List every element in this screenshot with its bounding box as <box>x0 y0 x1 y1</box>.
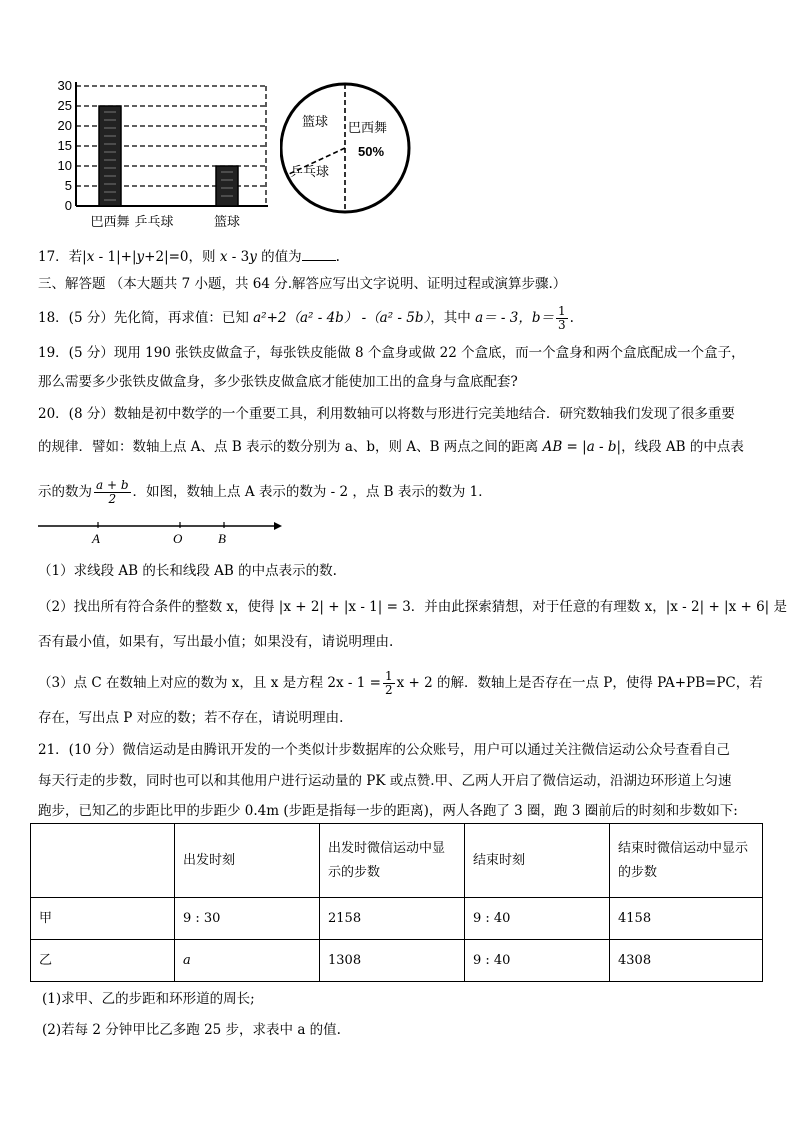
table-cell: 4158 <box>610 898 763 940</box>
step-count-table <box>30 823 763 982</box>
y-tick-label: 25 <box>57 98 72 113</box>
pie-chart <box>280 80 420 220</box>
answer-blank <box>302 248 336 261</box>
question-20-sub2-line1: （2）找出所有符合条件的整数 x，使得 |x + 2| + |x - 1| = 3．并由此探索猜想，对于任意的有理数 x，|x - 2| + |x + 6| 是 <box>38 599 788 615</box>
table-cell: 9 : 40 <box>465 940 610 982</box>
question-21-line3: 跑步，已知乙的步距比甲的步距少 0.4m (步距是指每一步的距离)，两人各跑了 3 圈，跑 3 圈前后的时刻和步数如下: <box>38 803 738 819</box>
table-header-cell: 出发时微信运动中显示的步数 <box>320 824 465 898</box>
y-tick-label: 15 <box>57 138 72 153</box>
table-cell: 9 : 40 <box>465 898 610 940</box>
question-21-sub1: (1)求甲、乙的步距和环形道的周长; <box>42 991 255 1007</box>
table-cell: 1308 <box>320 940 465 982</box>
y-tick-label: 0 <box>64 198 72 213</box>
table-header-cell: 出发时刻 <box>175 824 320 898</box>
y-tick-label: 10 <box>57 158 72 173</box>
axis-label-o: O <box>173 531 183 546</box>
question-20-line1: 20．(8 分）数轴是初中数学的一个重要工具，利用数轴可以将数与形进行完美地结合．研究数轴我们发现了很多重要 <box>38 406 735 422</box>
axis-label-b: B <box>218 531 226 546</box>
pie-label-percent: 50% <box>358 144 385 159</box>
x-tick-label: 巴西舞 <box>90 214 130 229</box>
table-cell: 甲 <box>31 898 175 940</box>
axis-label-a: A <box>92 531 100 546</box>
pie-label-basketball: 篮球 <box>302 114 329 129</box>
question-20-sub3-line2: 存在，写出点 P 对应的数；若不存在，请说明理由. <box>38 710 344 726</box>
question-18: 18．(5 分）先化简，再求值：已知 a²+2（a² - 4b） -（a² - 5b），其中 a＝ - 3，b＝ $\frac{1}{3}$ . <box>38 304 574 332</box>
y-tick-label: 5 <box>64 178 72 193</box>
question-19-line2: 那么需要多少张铁皮做盒身，多少张铁皮做盒底才能使加工出的盒身与盒底配套? <box>38 374 518 390</box>
pie-label-samba: 巴西舞 <box>348 120 388 135</box>
question-20-sub2-line2: 否有最小值，如果有，写出最小值；如果没有，请说明理由. <box>38 634 394 650</box>
question-20-sub3-line1: （3）点 C 在数轴上对应的数为 x，且 x 是方程 2x - 1 = $\frac{1}{2}$ x + 2 的解．数轴上是否存在一点 P，使得 PA+PB=PC，若 <box>38 669 763 697</box>
question-21-sub2: (2)若每 2 分钟甲比乙多跑 25 步，求表中 a 的值. <box>42 1022 341 1038</box>
x-tick-label: 乒乓球 <box>134 214 174 229</box>
fraction-one-half: $\frac{1}{2}$ <box>384 669 393 697</box>
y-tick-label: 20 <box>57 118 72 133</box>
table-row <box>31 898 763 940</box>
question-20-line3: 示的数为 $\frac{a + b}{2}$ ．如图，数轴上点 A 表示的数为 - 2 ，点 B 表示的数为 1． <box>38 478 492 506</box>
question-20-line2: 的规律．譬如：数轴上点 A、点 B 表示的数分别为 a、b，则 A、B 两点之间的距离 AB = |a - b|，线段 AB 的中点表 <box>38 439 744 455</box>
table-cell: 4308 <box>610 940 763 982</box>
y-tick-label: 30 <box>57 78 72 93</box>
question-19-line1: 19．(5 分）现用 190 张铁皮做盒子，每张铁皮能做 8 个盒身或做 22 个盒底，而一个盒身和两个盒底配成一个盒子， <box>38 345 745 361</box>
section-3-heading: 三、解答题 （本大题共 7 小题，共 64 分.解答应写出文字说明、证明过程或演算步骤.） <box>38 276 567 292</box>
fraction-midpoint: $\frac{a + b}{2}$ <box>96 478 129 506</box>
question-21-line2: 每天行走的步数，同时也可以和其他用户进行运动量的 PK 或点赞.甲、乙两人开启了微信运动，沿湖边环形道上匀速 <box>38 773 732 789</box>
table-cell: 乙 <box>31 940 175 982</box>
table-cell: 9 : 30 <box>175 898 320 940</box>
x-tick-label: 篮球 <box>213 214 241 229</box>
bar-chart <box>40 76 270 236</box>
pie-label-pingpong: 乒乓球 <box>290 164 330 179</box>
table-header-cell <box>31 824 175 898</box>
table-header-cell: 结束时刻 <box>465 824 610 898</box>
number-line <box>36 518 286 548</box>
question-20-sub1: （1）求线段 AB 的长和线段 AB 的中点表示的数. <box>38 563 337 579</box>
q17-number: 17． <box>38 249 69 265</box>
table-row <box>31 940 763 982</box>
table-header-cell: 结束时微信运动中显示的步数 <box>610 824 763 898</box>
fraction-one-third: $\frac{1}{3}$ <box>558 304 566 332</box>
bar-0 <box>99 106 121 206</box>
question-17: 17．若|x - 1|+|y+2|=0，则 x - 3y 的值为 . <box>38 249 340 265</box>
table-cell: a <box>175 940 320 982</box>
table-header-row <box>31 824 763 898</box>
number-line-arrow-icon <box>274 522 282 530</box>
table-cell: 2158 <box>320 898 465 940</box>
question-21-line1: 21．(10 分）微信运动是由腾讯开发的一个类似计步数据库的公众账号，用户可以通过关注微信运动公众号查看自己 <box>38 742 730 758</box>
